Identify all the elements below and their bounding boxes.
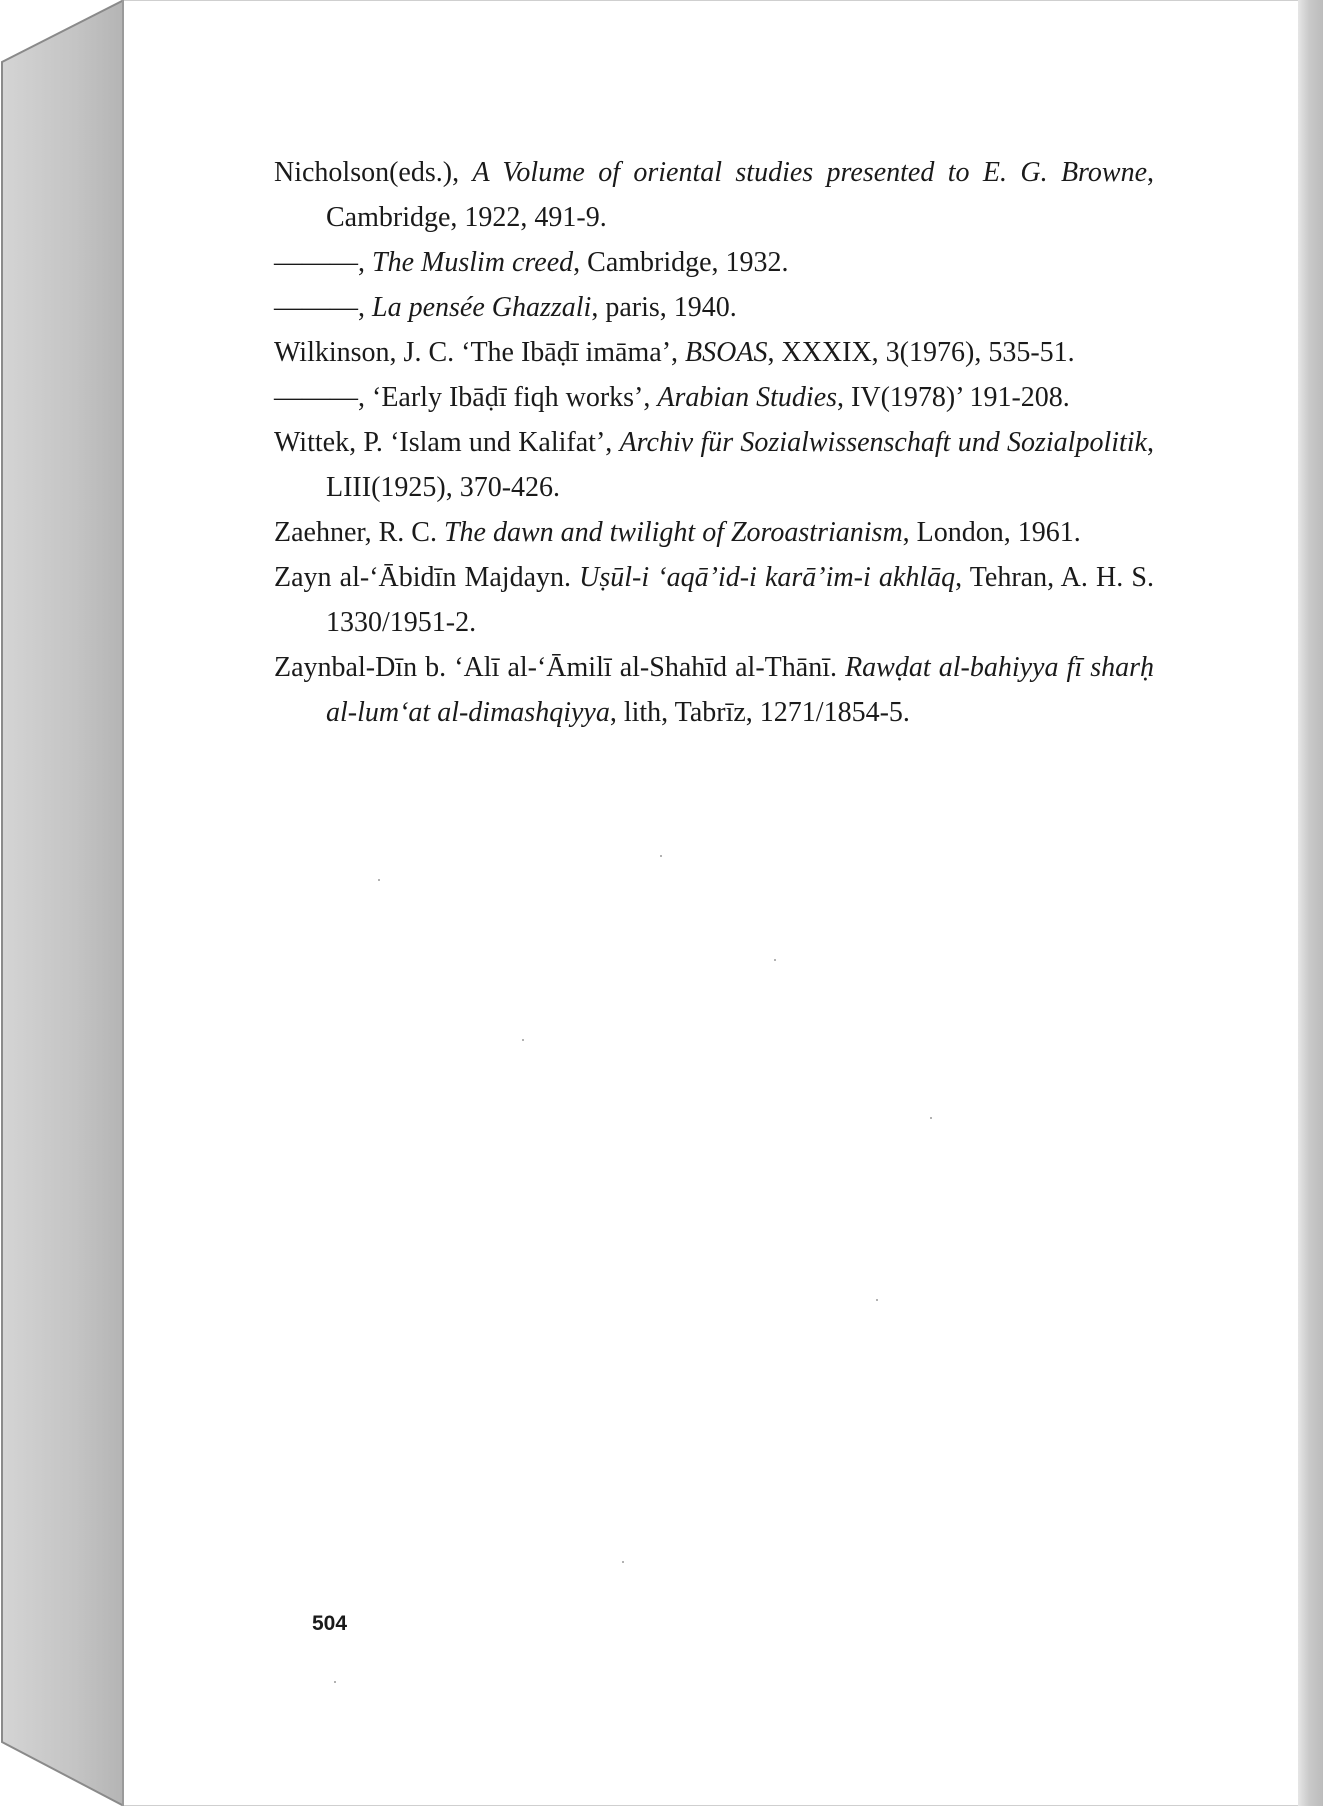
bibliography-entry: ———, ‘Early Ibāḍī fiqh works’, Arabian Studies, IV(1978)’ 191-208. [274, 382, 1070, 413]
scan-speck [378, 879, 380, 881]
bibliography-entry: Nicholson(eds.), A Volume of oriental studies presented to E. G. Browne, Cambridge, 1922, 491-9. [274, 157, 1155, 233]
scan-speck [930, 1117, 932, 1119]
bibliography-entry: Zayn al-‘Ābidīn Majdayn. Uṣūl-i ‘aqā’id-i karā’im-i akhlāq, Tehran, A. H. S. 1330/1951-2. [274, 562, 1155, 638]
bibliography-entry: Wilkinson, J. C. ‘The Ibāḍī imāma’, BSOAS, XXXIX, 3(1976), 535-51. [274, 337, 1075, 368]
bibliography-entry: ———, The Muslim creed, Cambridge, 1932. [274, 247, 789, 278]
bibliography-entry: Wittek, P. ‘Islam und Kalifat’, Archiv für Sozialwissenschaft und Sozialpolitik, LIII(1925), 370-426. [274, 427, 1154, 503]
book-edge-illustration [0, 0, 124, 1806]
bibliography-entry: Zaynbal-Dīn b. ‘Alī al-‘Āmilī al-Shahīd al-Thānī. Rawḍat al-bahiyya fī sharḥ al-lum‘at al-dimashqiyya, lith, Tabrīz, 1271/1854-5. [274, 652, 1155, 728]
scan-speck [660, 855, 662, 857]
scan-speck [622, 1561, 624, 1563]
scan-speck [774, 959, 776, 961]
page-number: 504 [312, 1612, 348, 1635]
bibliography-entry: ———, La pensée Ghazzali, paris, 1940. [274, 292, 737, 323]
bibliography-entry: Zaehner, R. C. The dawn and twilight of Zoroastrianism, London, 1961. [274, 517, 1081, 548]
page-right-shadow [1298, 0, 1323, 1806]
scan-speck [876, 1299, 878, 1301]
bibliography-list [274, 150, 1154, 735]
scan-speck [522, 1039, 524, 1041]
scan-speck [334, 1681, 336, 1683]
